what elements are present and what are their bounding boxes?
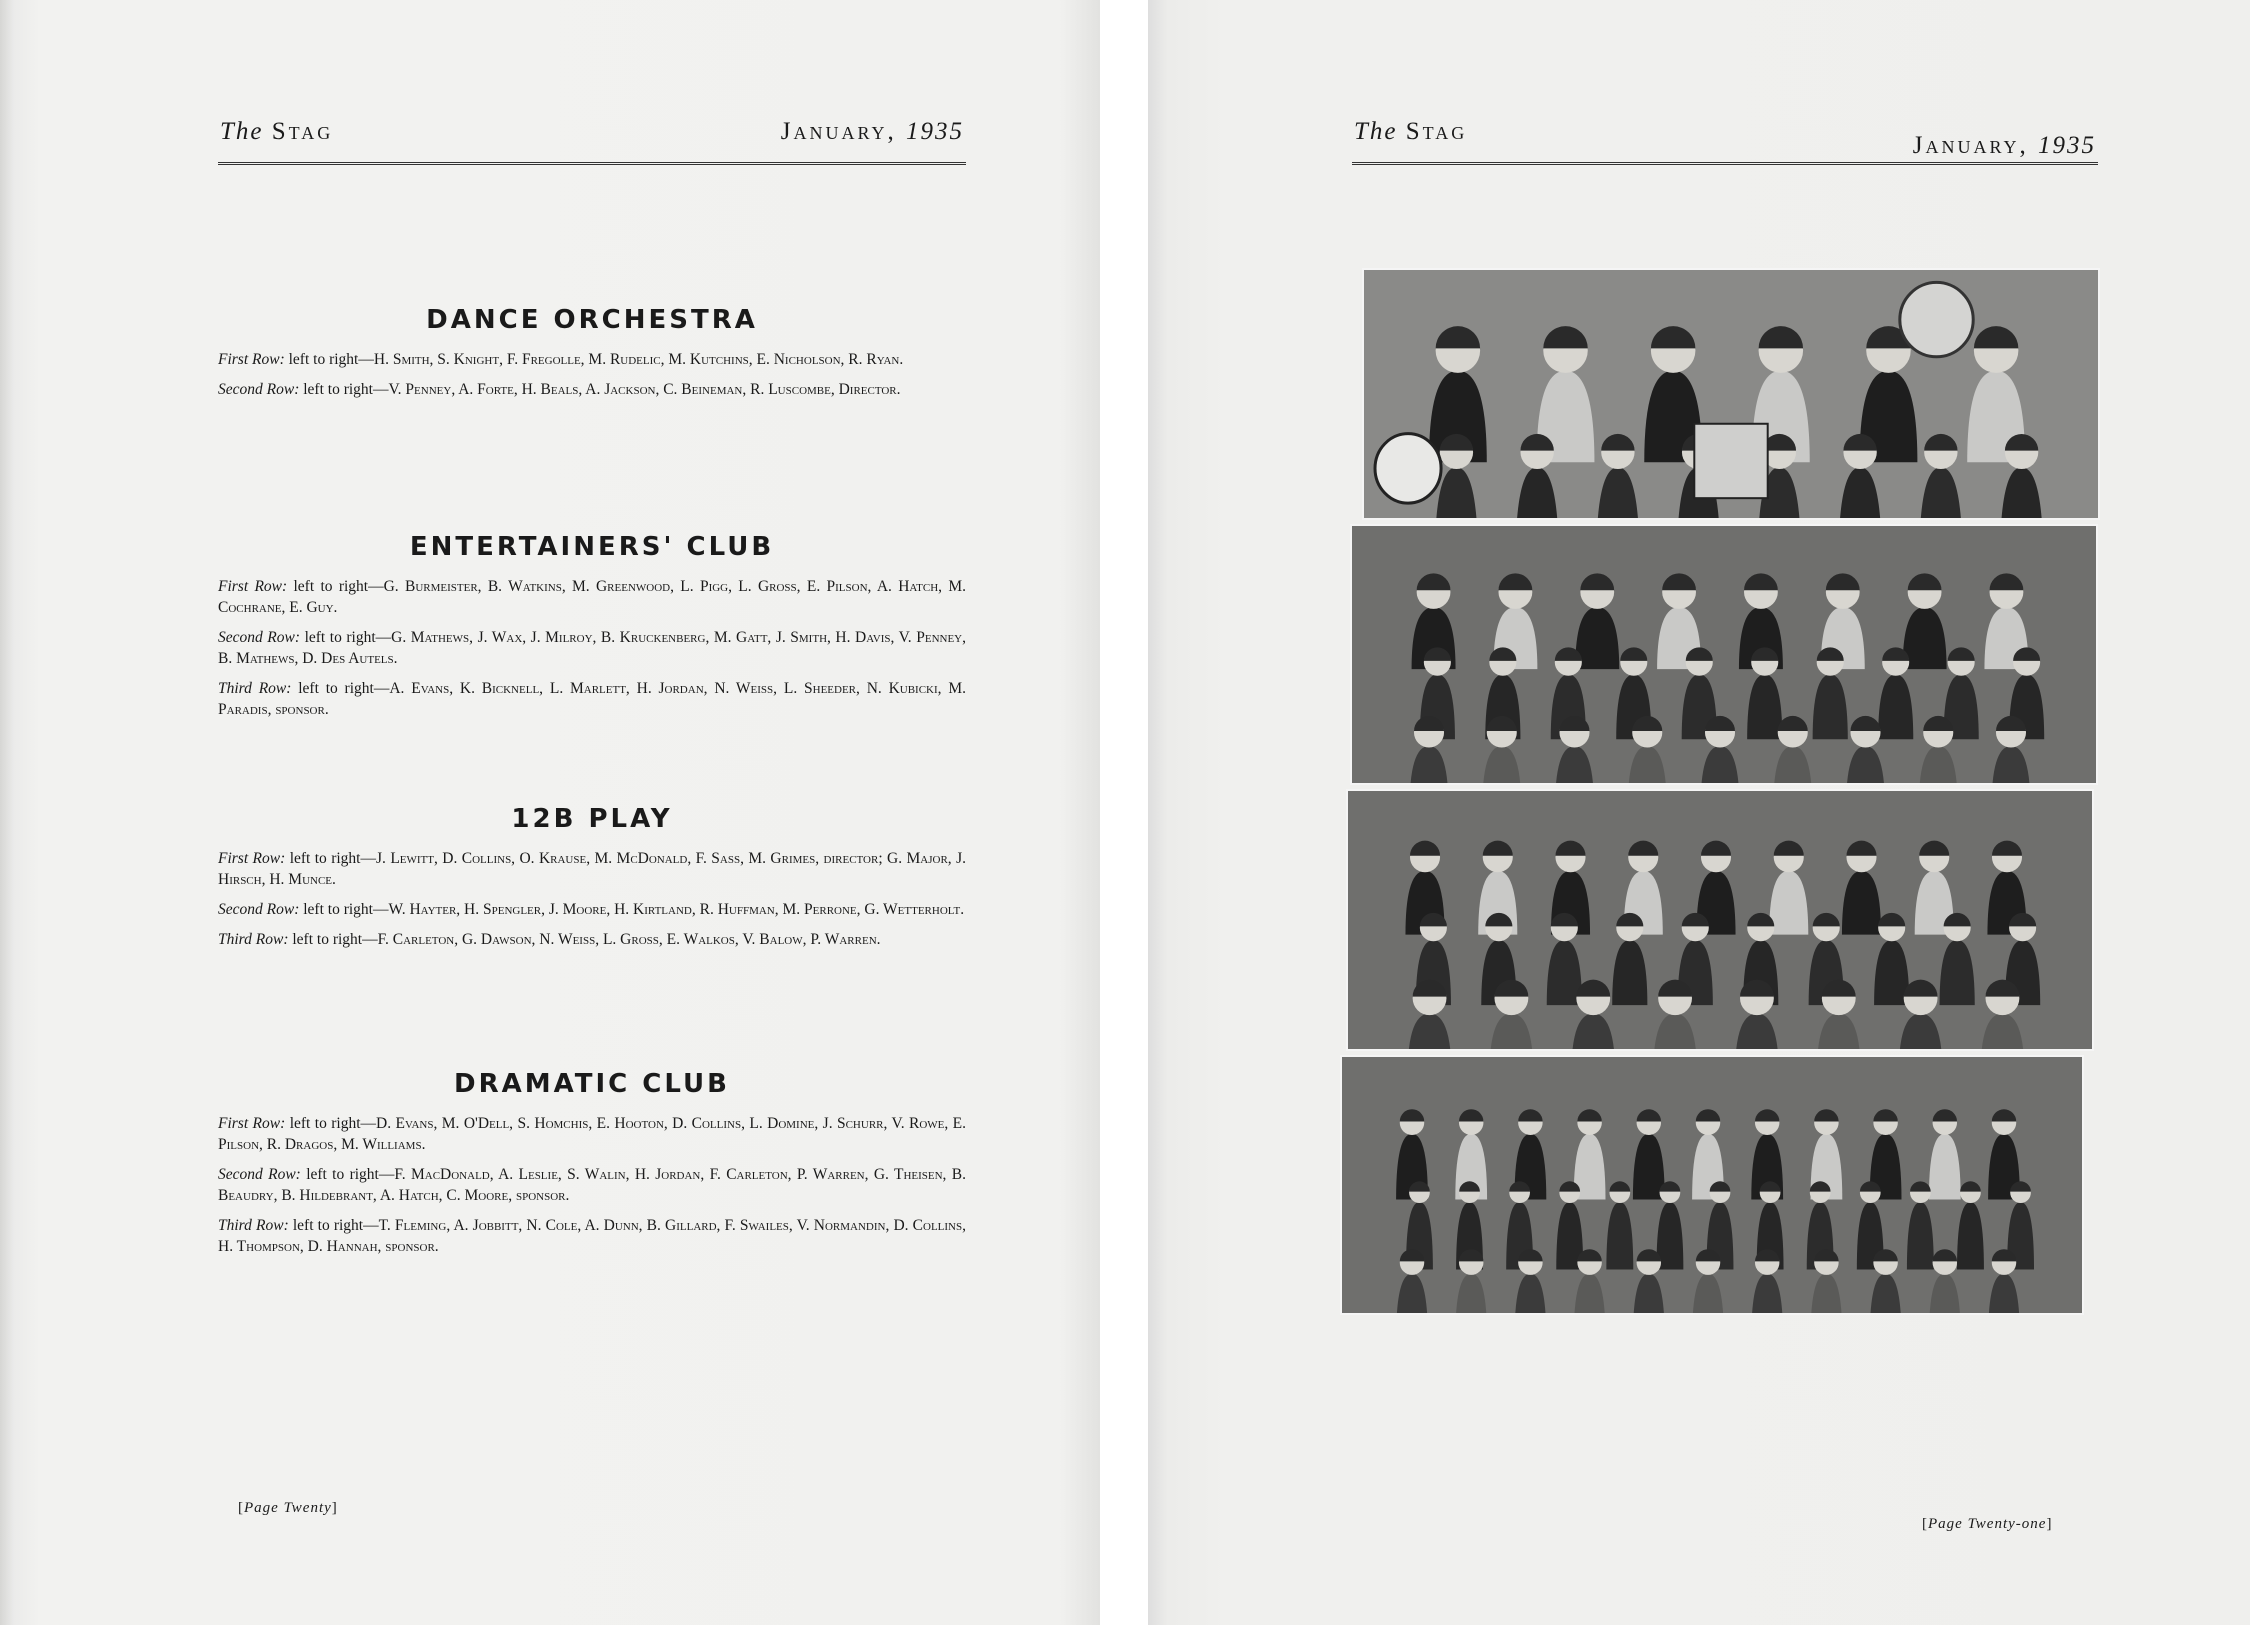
row-lead: left to right— <box>304 629 392 646</box>
section-dramatic-club <box>218 1069 966 1266</box>
title-the: The <box>220 118 264 145</box>
row-caption <box>218 678 966 720</box>
row-label: First Row: <box>218 351 285 368</box>
entertainers-club-photo <box>1350 524 2098 785</box>
title-the: The <box>1354 118 1398 145</box>
issue-year: 1935 <box>2038 132 2096 159</box>
tuba-icon <box>1900 282 1973 356</box>
row-label: Second Row: <box>218 1166 301 1183</box>
row-names: F. MacDonald, A. Leslie, S. Walin, H. Jordan, F. Carleton, P. Warren, G. Theisen, B. Beaudry, B. Hildebrant, A. Hatch, C. Moore, sponsor. <box>218 1166 966 1204</box>
row-names: D. Evans, M. O'Dell, S. Homchis, E. Hooton, D. Collins, L. Domine, J. Schurr, V. Rowe, E. Pilson, R. Dragos, M. Williams. <box>218 1115 966 1153</box>
folio-open: [ <box>1922 1516 1928 1532</box>
row-names: H. Smith, S. Knight, F. Fregolle, M. Rudelic, M. Kutchins, E. Nicholson, R. Ryan. <box>373 351 904 368</box>
row-label: Third Row: <box>218 931 289 948</box>
issue-month: January, <box>1912 132 2029 159</box>
page-number-right <box>1922 1516 2052 1533</box>
title-stag: Stag <box>1405 118 1468 145</box>
row-caption <box>218 899 966 920</box>
row-lead: left to right— <box>292 931 378 948</box>
row-caption <box>218 576 966 618</box>
left-page <box>0 0 1100 1625</box>
photo-image <box>1364 270 2098 518</box>
folio-close: ] <box>2046 1516 2053 1532</box>
row-lead: left to right— <box>298 680 390 697</box>
row-lead: left to right— <box>288 351 374 368</box>
section-heading: 12B PLAY <box>511 804 673 834</box>
row-names: T. Fleming, A. Jobbitt, N. Cole, A. Dunn, B. Gillard, F. Swailes, V. Normandin, D. Collins, H. Thompson, D. Hannah, sponsor. <box>218 1217 966 1255</box>
folio-open: [ <box>238 1500 244 1516</box>
magazine-title <box>220 118 333 146</box>
issue-year: 1935 <box>906 118 964 145</box>
issue-month: January, <box>780 118 897 145</box>
folio-page: Page Twenty <box>244 1500 332 1516</box>
photo-image <box>1342 1057 2082 1313</box>
magazine-title <box>1354 118 1467 146</box>
title-stag: Stag <box>271 118 334 145</box>
row-caption <box>218 848 966 890</box>
row-caption <box>218 379 966 400</box>
12b-play-photo <box>1346 789 2094 1051</box>
row-lead: left to right— <box>303 901 389 918</box>
row-lead: left to right— <box>289 850 376 867</box>
row-names: G. Mathews, J. Wax, J. Milroy, B. Kruckenberg, M. Gatt, J. Smith, H. Davis, V. Penney, B. Mathews, D. Des Autels. <box>218 629 966 667</box>
row-label: Third Row: <box>218 1217 289 1234</box>
row-names: V. Penney, A. Forte, H. Beals, A. Jackson, C. Beineman, R. Luscombe, Director. <box>388 381 901 398</box>
row-label: Third Row: <box>218 680 292 697</box>
page-number-left <box>238 1500 338 1517</box>
section-heading: DRAMATIC CLUB <box>454 1069 730 1099</box>
running-head-left <box>218 112 966 165</box>
photo-image <box>1348 791 2092 1049</box>
row-lead: left to right— <box>293 578 384 595</box>
row-caption <box>218 1164 966 1206</box>
row-caption <box>218 627 966 669</box>
folio-page: Page Twenty-one <box>1928 1516 2047 1532</box>
section-12b-play <box>218 804 966 959</box>
row-lead: left to right— <box>306 1166 395 1183</box>
row-caption <box>218 349 966 370</box>
row-label: First Row: <box>218 578 288 595</box>
row-lead: left to right— <box>303 381 389 398</box>
section-heading: ENTERTAINERS' CLUB <box>409 532 775 562</box>
row-label: Second Row: <box>218 381 300 398</box>
drum-icon <box>1375 434 1441 503</box>
accordion-icon <box>1694 424 1767 498</box>
issue-date <box>781 118 964 146</box>
folio-close: ] <box>331 1500 338 1516</box>
section-dance-orchestra <box>218 305 966 409</box>
dance-orchestra-photo <box>1362 268 2100 520</box>
page-gutter <box>1100 0 1148 1625</box>
issue-date <box>1913 132 2096 160</box>
row-caption <box>218 1113 966 1155</box>
row-label: First Row: <box>218 1115 286 1132</box>
running-head-right <box>1352 112 2098 165</box>
row-names: A. Evans, K. Bicknell, L. Marlett, H. Jordan, N. Weiss, L. Sheeder, N. Kubicki, M. Paradis, sponsor. <box>218 680 966 718</box>
group-photos <box>1350 268 2102 1319</box>
row-caption <box>218 1215 966 1257</box>
dramatic-club-photo <box>1340 1055 2084 1315</box>
row-names: W. Hayter, H. Spengler, J. Moore, H. Kirtland, R. Huffman, M. Perrone, G. Wetterholt. <box>388 901 965 918</box>
row-label: Second Row: <box>218 901 300 918</box>
row-names: G. Burmeister, B. Watkins, M. Greenwood, L. Pigg, L. Gross, E. Pilson, A. Hatch, M. Cochrane, E. Guy. <box>218 578 966 616</box>
row-names: F. Carleton, G. Dawson, N. Weiss, L. Gross, E. Walkos, V. Balow, P. Warren. <box>377 931 881 948</box>
section-heading: DANCE ORCHESTRA <box>426 305 758 335</box>
row-caption <box>218 929 966 950</box>
row-names: J. Lewitt, D. Collins, O. Krause, M. McDonald, F. Sass, M. Grimes, director; G. Major, J. Hirsch, H. Munce. <box>218 850 966 888</box>
photo-image <box>1352 526 2096 783</box>
section-entertainers-club <box>218 532 966 729</box>
row-lead: left to right— <box>292 1217 379 1234</box>
row-lead: left to right— <box>289 1115 377 1132</box>
row-label: Second Row: <box>218 629 301 646</box>
row-label: First Row: <box>218 850 286 867</box>
right-page <box>1148 0 2250 1625</box>
